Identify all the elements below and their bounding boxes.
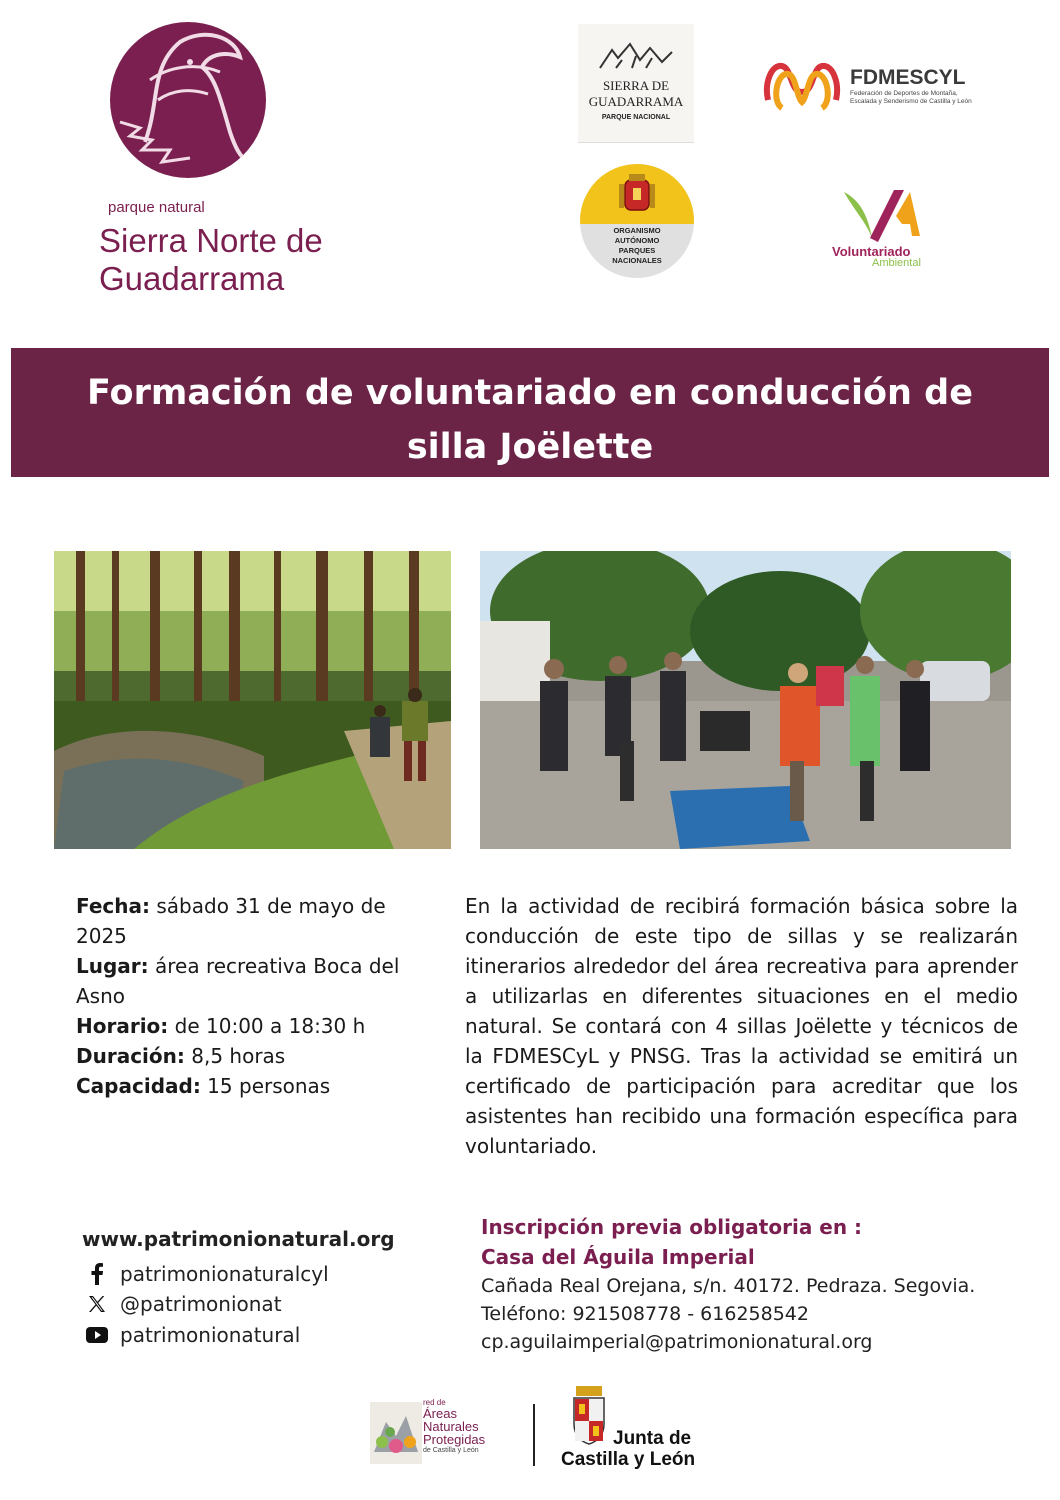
- park-logo-name: [99, 222, 323, 298]
- lugar-value: área recreativa Boca del Asno: [76, 954, 400, 1008]
- capacidad-label: Capacidad:: [76, 1074, 201, 1098]
- group-training-image: [480, 551, 1011, 849]
- enp-label: [423, 1398, 485, 1456]
- fdmescyl-name: FDMESCYL: [850, 66, 966, 89]
- event-details: [76, 891, 416, 1101]
- forest-trail-image: [54, 551, 451, 849]
- inscription-heading: Inscripción previa obligatoria en :: [481, 1215, 863, 1239]
- inscription-venue: Casa del Águila Imperial: [481, 1245, 755, 1269]
- voluntariado-sub: Ambiental: [872, 257, 921, 269]
- fdmescyl-sub-line2: Escalada y Senderismo de Castilla y León: [850, 98, 972, 105]
- enp-logo-icon: [370, 1402, 422, 1464]
- duracion-label: Duración:: [76, 1044, 185, 1068]
- jcyl-logo-text: [561, 1428, 695, 1470]
- enp-l3: Protegidas: [423, 1432, 486, 1447]
- oapn-text: [580, 226, 694, 266]
- fdmescyl-sub: [850, 90, 1010, 106]
- page-title: Formación de voluntariado en conducción de silla Joëlette: [87, 373, 973, 467]
- x-link[interactable]: [86, 1292, 416, 1316]
- fdmescyl-logo-icon: [762, 52, 842, 114]
- voluntariado-name: Voluntariado: [832, 244, 911, 259]
- oapn-line4: NACIONALES: [612, 256, 662, 265]
- park-logo-small-text: parque natural: [108, 199, 205, 216]
- sg-line1: SIERRA DE: [602, 78, 670, 93]
- fecha-value: sábado 31 de mayo de 2025: [76, 894, 386, 948]
- eagle-icon: [110, 22, 266, 178]
- enp-sub: de Castilla y León: [423, 1447, 479, 1454]
- oapn-line2: AUTÓNOMO: [614, 236, 660, 245]
- lugar-label: Lugar:: [76, 954, 149, 978]
- horario-label: Horario:: [76, 1014, 169, 1038]
- detail-horario: [76, 1011, 416, 1041]
- sg-sub: PARQUE NACIONAL: [601, 114, 671, 121]
- x-handle: @patrimonionat: [120, 1292, 282, 1316]
- jcyl-line1: Junta de: [613, 1428, 692, 1449]
- inscription-address: Cañada Real Orejana, s/n. 40172. Pedraza. Segovia.: [481, 1275, 976, 1297]
- detail-duracion: [76, 1041, 416, 1071]
- park-logo-line2: Guadarrama: [99, 260, 285, 297]
- mountain-icon: [596, 38, 676, 74]
- coat-of-arms-icon: [617, 172, 657, 218]
- jcyl-line2: Castilla y León: [561, 1449, 696, 1470]
- youtube-link[interactable]: [86, 1323, 416, 1347]
- footer-divider: [533, 1404, 535, 1466]
- website-link[interactable]: www.patrimonionatural.org: [82, 1227, 395, 1251]
- facebook-icon: [86, 1263, 108, 1285]
- facebook-link[interactable]: [86, 1262, 416, 1286]
- youtube-icon: [86, 1324, 108, 1346]
- voluntariado-logo-icon: [840, 186, 926, 244]
- oapn-line1: ORGANISMO: [613, 226, 661, 235]
- inscription-phone[interactable]: Teléfono: 921508778 - 616258542: [481, 1303, 809, 1325]
- facebook-handle: patrimonionaturalcyl: [120, 1262, 329, 1286]
- oapn-logo: [580, 164, 694, 278]
- sierra-guadarrama-logo: [578, 24, 694, 143]
- horario-value: de 10:00 a 18:30 h: [168, 1014, 366, 1038]
- park-logo-line1: Sierra Norte de: [99, 222, 323, 259]
- youtube-handle: patrimonionatural: [120, 1323, 301, 1347]
- capacidad-value: 15 personas: [200, 1074, 331, 1098]
- photo-group-training: [480, 551, 1011, 849]
- enp-l1: Áreas: [423, 1406, 457, 1421]
- duracion-value: 8,5 horas: [184, 1044, 286, 1068]
- enp-small: red de: [423, 1398, 446, 1407]
- x-icon: [86, 1293, 108, 1315]
- inscription-info: [481, 1212, 1041, 1356]
- detail-lugar: [76, 951, 416, 1011]
- sg-line2: GUADARRAMA: [588, 94, 684, 109]
- inscription-email[interactable]: cp.aguilaimperial@patrimonionatural.org: [481, 1331, 873, 1353]
- activity-description: En la actividad de recibirá formación básica sobre la conducción de este tipo de sillas y se realizarán itinerarios alrededor del área recreativa para aprender a utilizarlas en diferentes situaciones en el medio natural. Se contará con 4 sillas Joëlette y técnicos de la FDMESCyL y PNSG. Tras la actividad se emitirá un certificado de participación para acreditar que los asistentes han recibido una formación específica para voluntariado.: [465, 894, 1018, 1158]
- fecha-label: Fecha:: [76, 894, 151, 918]
- detail-capacidad: [76, 1071, 416, 1101]
- oapn-line3: PARQUES: [618, 246, 656, 255]
- title-banner: [11, 348, 1049, 477]
- fdmescyl-sub-line1: Federación de Deportes de Montaña,: [850, 90, 958, 97]
- photo-forest-trail: [54, 551, 451, 849]
- detail-fecha: [76, 891, 416, 951]
- enp-l2: Naturales: [423, 1419, 479, 1434]
- park-logo-emblem: [110, 22, 266, 178]
